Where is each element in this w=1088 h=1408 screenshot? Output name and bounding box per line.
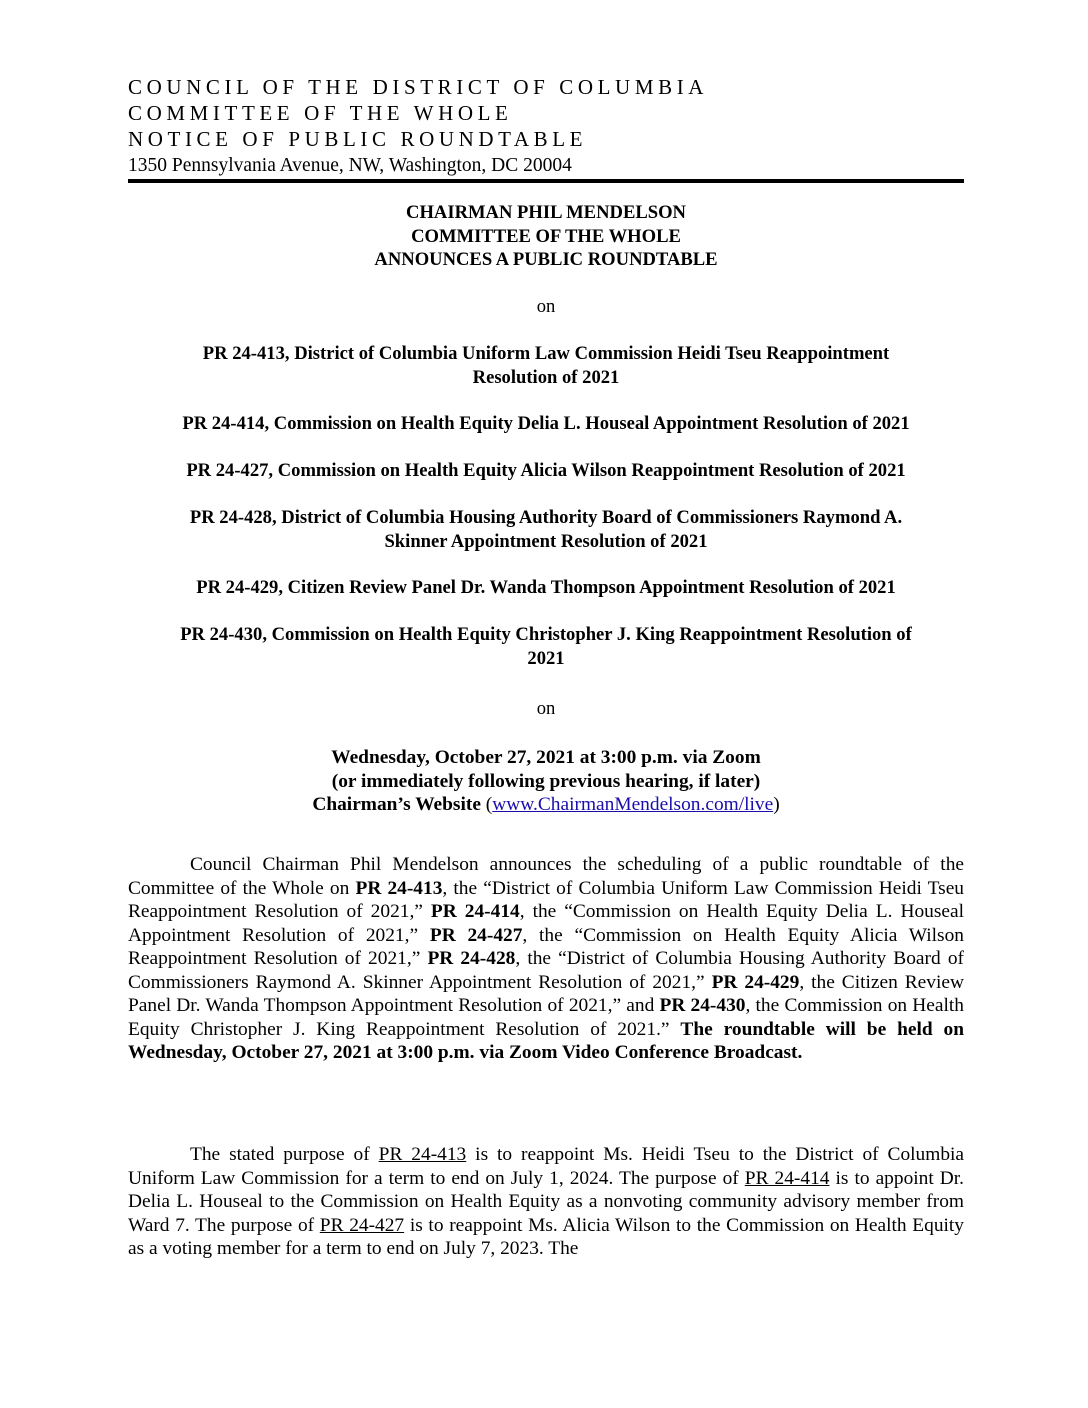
letterhead	[128, 74, 964, 178]
p1-text-6: , the Citizen Review Panel Dr. Wanda Thompson Appointment Resolution of 2021,” and	[128, 971, 964, 1016]
resolution-4	[128, 506, 964, 553]
resolution-3-line1: PR 24-427, Commission on Health Equity Alicia Wilson Reappointment Resolution of 2021	[186, 460, 906, 481]
p1-text-1: Council Chairman Phil Mendelson announces the scheduling of a public roundtable of the Committee of the Whole on	[128, 854, 964, 899]
p1-pr-414: PR 24-414	[430, 901, 520, 922]
p2-text-2: is to reappoint Ms. Heidi Tseu to the District of Columbia Uniform Law Commission for a term to end on July 1, 2024. The purpose of	[128, 1144, 965, 1189]
on-label-2: on	[536, 698, 556, 719]
website-open-paren: (	[485, 794, 493, 815]
website-link[interactable]: www.ChairmanMendelson.com/live	[492, 794, 774, 815]
p1-pr-428: PR 24-428	[427, 948, 516, 969]
p1-pr-429: PR 24-429	[711, 971, 800, 993]
letterhead-committee: COMMITTEE OF THE WHOLE	[128, 101, 513, 125]
p1-pr-430: PR 24-430	[659, 995, 746, 1016]
p2-text-1: The stated purpose of	[190, 1144, 379, 1165]
resolution-1	[128, 342, 964, 389]
event-note: (or immediately following previous hearing, if later)	[331, 770, 761, 792]
website-label: Chairman’s Website	[312, 794, 481, 815]
paragraph-purpose	[128, 1143, 964, 1261]
resolution-6-line2: 2021	[527, 647, 565, 669]
p1-text-4: , the “Commission on Health Equity Alicia Wilson Reappointment Resolution of 2021,”	[128, 924, 964, 969]
website-close-paren: )	[773, 794, 780, 815]
header-rule	[128, 179, 964, 183]
resolution-5	[128, 576, 964, 600]
resolution-6	[128, 623, 964, 670]
p1-pr-413: PR 24-413	[355, 877, 443, 899]
event-datetime: Wednesday, October 27, 2021 at 3:00 p.m. via Zoom	[331, 747, 761, 768]
resolution-5-line1: PR 24-429, Citizen Review Panel Dr. Wanda Thompson Appointment Resolution of 2021	[196, 577, 896, 598]
letterhead-council: COUNCIL OF THE DISTRICT OF COLUMBIA	[128, 75, 709, 99]
letterhead-address: 1350 Pennsylvania Avenue, NW, Washington, DC 20004	[128, 155, 572, 176]
resolution-3	[128, 459, 964, 483]
p2-text-3: is to appoint Dr. Delia L. Houseal to the Commission on Health Equity as a nonvoting community advisory member from Ward 7. The purpose of	[128, 1167, 965, 1236]
p2-pr-427: PR 24-427	[319, 1214, 405, 1236]
resolution-4-line2: Skinner Appointment Resolution of 2021	[384, 530, 708, 552]
resolution-1-line1: PR 24-413, District of Columbia Uniform Law Commission Heidi Tseu Reappointment	[202, 343, 890, 364]
p1-text-3: , the “Commission on Health Equity Delia L. Houseal Appointment Resolution of 2021,”	[128, 901, 964, 946]
p2-pr-414: PR 24-414	[744, 1167, 830, 1189]
p1-pr-427: PR 24-427	[429, 924, 523, 946]
resolution-1-line2: Resolution of 2021	[472, 366, 620, 388]
event-website	[128, 793, 964, 817]
event-details	[128, 746, 964, 817]
paragraph-announcement	[128, 853, 964, 1065]
p2-text-4: is to reappoint Ms. Alicia Wilson to the Commission on Health Equity as a voting member for a term to end on July 7, 2023. The	[128, 1214, 964, 1259]
p1-text-7: , the Commission on Health Equity Christopher J. King Reappointment Resolution of 2021.”	[128, 995, 964, 1040]
resolution-2	[128, 412, 964, 436]
resolution-2-line1: PR 24-414, Commission on Health Equity Delia L. Houseal Appointment Resolution of 2021	[182, 413, 910, 434]
announcement-roundtable: ANNOUNCES A PUBLIC ROUNDTABLE	[374, 249, 718, 270]
p1-text-5: , the “District of Columbia Housing Authority Board of Commissioners Raymond A. Skinner Appointment Resolution of 2021,”	[128, 948, 964, 993]
resolution-4-line1: PR 24-428, District of Columbia Housing Authority Board of Commissioners Raymond A.	[189, 507, 903, 528]
resolution-6-line1: PR 24-430, Commission on Health Equity Christopher J. King Reappointment Resolution of	[180, 624, 912, 645]
letterhead-notice: NOTICE OF PUBLIC ROUNDTABLE	[128, 127, 588, 151]
p2-pr-413: PR 24-413	[378, 1144, 467, 1165]
p1-text-2: , the “District of Columbia Uniform Law Commission Heidi Tseu Reappointment Resolution of 2021,”	[128, 877, 964, 922]
announcement-chairman: CHAIRMAN PHIL MENDELSON	[406, 202, 686, 223]
p1-roundtable-notice: The roundtable will be held on Wednesday, October 27, 2021 at 3:00 p.m. via Zoom Video Conference Broadcast.	[128, 1018, 965, 1063]
announcement-heading	[128, 201, 964, 272]
announcement-committee: COMMITTEE OF THE WHOLE	[411, 225, 681, 247]
on-label-1: on	[536, 296, 556, 317]
